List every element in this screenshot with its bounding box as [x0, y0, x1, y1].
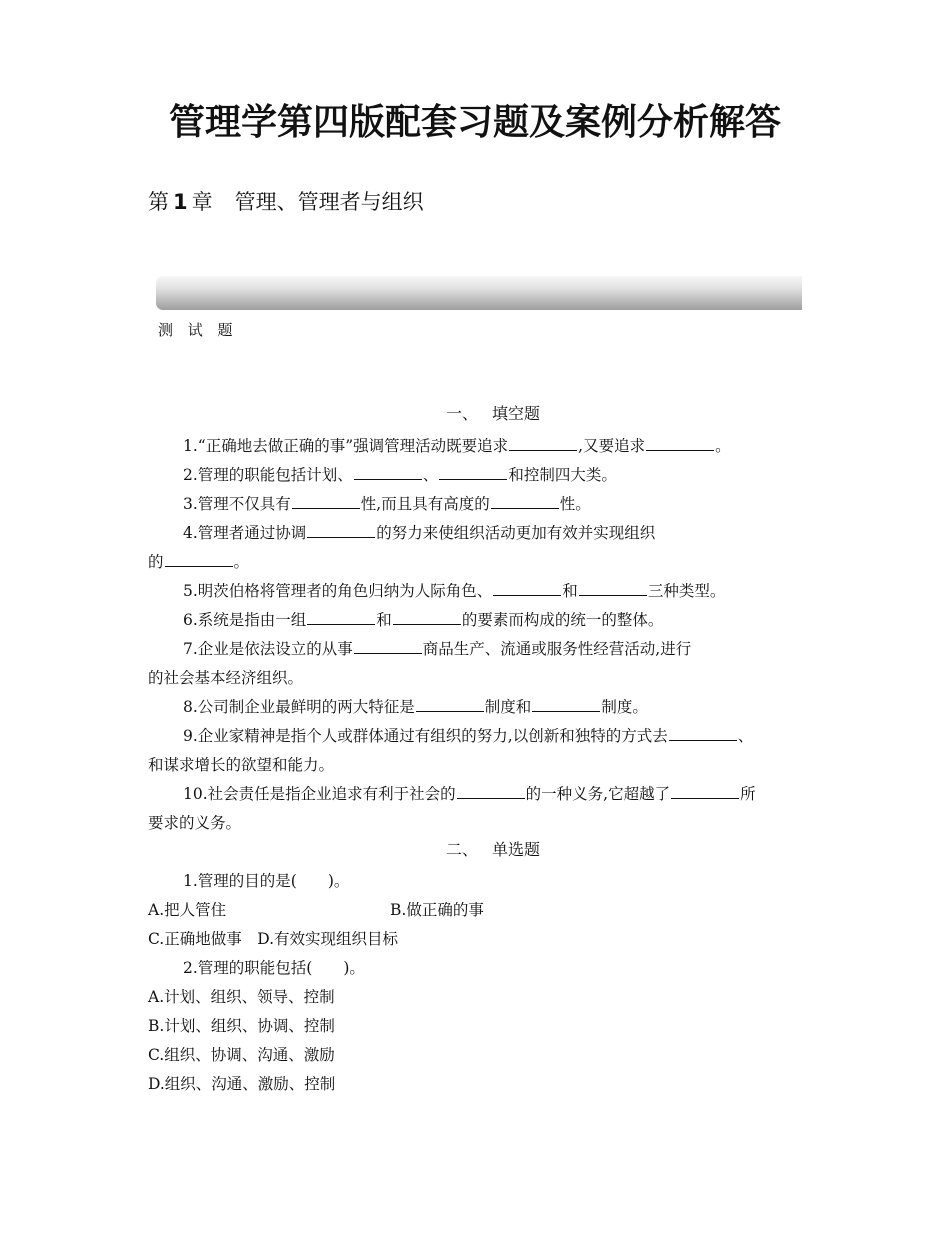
chapter-prefix: 第 [148, 190, 169, 214]
fill-question-3 [183, 494, 591, 514]
answer-blank [669, 726, 737, 741]
mc-question-2-option-a: A.计划、组织、领导、控制 [148, 988, 335, 1006]
answer-blank [491, 494, 559, 509]
answer-blank [416, 697, 484, 712]
question-text: 制度。 [601, 698, 648, 716]
question-text: 7.企业是依法设立的从事 [183, 640, 353, 658]
question-text: 2.管理的职能包括计划、 [183, 466, 353, 484]
fill-question-4-cont [148, 552, 249, 572]
decorative-header-bar [156, 276, 802, 310]
answer-blank [393, 610, 461, 625]
question-text: 5.明茨伯格将管理者的角色归纳为人际角色、 [183, 582, 493, 600]
question-text: 和控制四大类。 [508, 466, 617, 484]
question-text: 4.管理者通过协调 [183, 524, 307, 542]
question-text: 制度和 [484, 698, 532, 716]
fill-question-10-cont [148, 813, 241, 833]
fill-question-9-cont [148, 755, 334, 775]
mc-question-2-option-c: C.组织、协调、沟通、激励 [148, 1046, 335, 1064]
question-text: 的 [148, 553, 164, 571]
question-text: 。 [715, 437, 731, 455]
mc-question-1-stem: 1.管理的目的是( )。 [183, 872, 350, 890]
answer-blank [493, 581, 561, 596]
fill-question-7 [183, 639, 691, 659]
answer-blank [509, 436, 577, 451]
fill-question-1 [183, 436, 731, 456]
question-text: 、 [737, 727, 754, 745]
answer-blank [579, 581, 647, 596]
mc-question-2-option-d: D.组织、沟通、激励、控制 [148, 1075, 336, 1093]
answer-blank [307, 610, 375, 625]
section-fill-in-heading [0, 401, 950, 424]
question-text: 8.公司制企业最鲜明的两大特征是 [183, 698, 415, 716]
question-text: 6.系统是指由一组 [183, 611, 307, 629]
question-text: 性,而且具有高度的 [360, 495, 490, 513]
answer-blank [292, 494, 360, 509]
question-text: 、 [422, 466, 439, 484]
chapter-number: 1 [173, 190, 188, 214]
section-title: 单选题 [492, 840, 541, 859]
section-number: 一、 [445, 404, 478, 423]
document-title: 管理学第四版配套习题及案例分析解答 [168, 102, 781, 143]
question-text: 。 [233, 553, 250, 571]
question-text: 所 [740, 785, 756, 803]
chapter-heading [148, 186, 424, 216]
mc-question-2-stem: 2.管理的职能包括( )。 [183, 959, 365, 977]
question-text: 1.“正确地去做正确的事”强调管理活动既要追求 [183, 437, 509, 455]
fill-question-10 [183, 784, 756, 804]
question-text: 和 [562, 582, 578, 600]
answer-blank [354, 465, 422, 480]
question-text: 9.企业家精神是指个人或群体通过有组织的努力,以创新和独特的方式去 [183, 727, 668, 745]
test-label: 测 试 题 [158, 321, 238, 339]
question-text: 的社会基本经济组织。 [148, 669, 304, 687]
answer-blank [457, 784, 525, 799]
mc-question-1-option-a: A.把人管住 [148, 901, 227, 919]
fill-question-8 [183, 697, 648, 717]
question-text: 要求的义务。 [148, 814, 242, 832]
answer-blank [165, 552, 233, 567]
mc-question-1-options-cd: C.正确地做事 D.有效实现组织目标 [148, 930, 399, 948]
answer-blank [671, 784, 739, 799]
mc-question-2-option-b: B.计划、组织、协调、控制 [148, 1017, 335, 1035]
answer-blank [307, 523, 375, 538]
question-text: 三种类型。 [647, 582, 726, 600]
question-text: 的一种义务,它超越了 [525, 785, 671, 803]
question-text: 10.社会责任是指企业追求有利于社会的 [183, 785, 456, 803]
question-text: 商品生产、流通或服务性经营活动,进行 [422, 640, 692, 658]
fill-question-6 [183, 610, 663, 630]
fill-question-5 [183, 581, 725, 601]
answer-blank [439, 465, 507, 480]
chapter-suffix: 章 [191, 190, 213, 214]
question-text: ,又要追求 [578, 437, 646, 455]
question-text: 性。 [559, 495, 591, 513]
question-text: 3.管理不仅具有 [183, 495, 291, 513]
question-text: 和谋求增长的欲望和能力。 [148, 756, 335, 774]
section-number: 二、 [445, 840, 478, 859]
question-text: 和 [376, 611, 392, 629]
question-text: 的要素而构成的统一的整体。 [461, 611, 664, 629]
question-text: 的努力来使组织活动更加有效并实现组织 [376, 524, 656, 542]
fill-question-7-cont [148, 668, 303, 688]
fill-question-4 [183, 523, 655, 543]
fill-question-9 [183, 726, 753, 746]
answer-blank [532, 697, 600, 712]
section-single-choice-heading [0, 837, 950, 860]
fill-question-2 [183, 465, 617, 485]
answer-blank [354, 639, 422, 654]
mc-question-1-option-b: B.做正确的事 [390, 901, 484, 919]
section-title: 填空题 [492, 404, 541, 423]
chapter-title: 管理、管理者与组织 [234, 190, 424, 214]
answer-blank [646, 436, 714, 451]
